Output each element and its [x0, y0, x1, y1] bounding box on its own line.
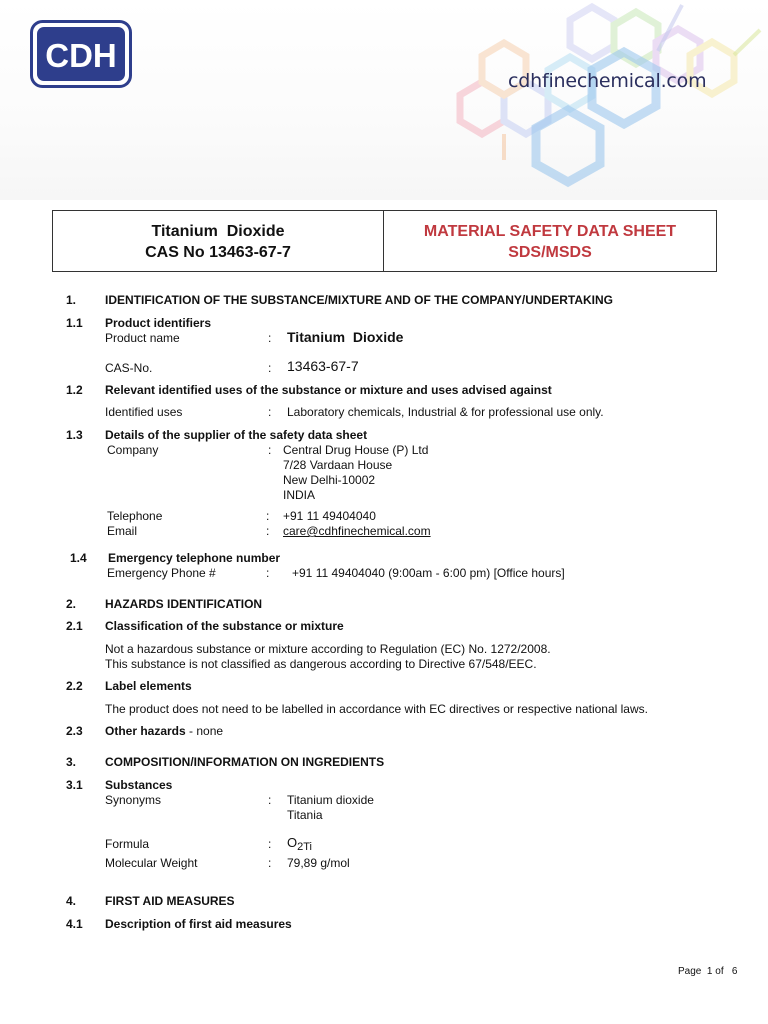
document-title-cell: [384, 211, 716, 271]
identified-uses-value: Laboratory chemicals, Industrial & for professional use only.: [287, 405, 604, 419]
subsection-number: 1.1: [66, 316, 83, 330]
field-label: Email: [107, 524, 138, 538]
emergency-phone-number: +91 11 49404040: [292, 566, 385, 580]
formula-subscript: 2Ti: [297, 841, 312, 853]
synonym-value: Titanium dioxide: [287, 793, 374, 807]
subsection-heading: Other hazards: [105, 724, 186, 738]
title-box: [52, 210, 717, 272]
subsection-number: 2.3: [66, 724, 83, 738]
product-title-cell: [53, 211, 384, 271]
cdh-logo: [30, 20, 132, 88]
label-elements-text: The product does not need to be labelled in accordance with EC directives or respective national laws.: [105, 702, 648, 716]
cas-number-value: 13463-67-7: [287, 358, 359, 374]
subsection-number: 1.3: [66, 428, 83, 442]
subsection-heading: Emergency telephone number: [108, 551, 281, 565]
colon: :: [268, 361, 272, 375]
field-label: Product name: [105, 331, 180, 345]
subsection-number: 3.1: [66, 778, 83, 792]
field-label: CAS-No.: [105, 361, 153, 375]
product-cas-title: CAS No 13463-67-7: [145, 244, 291, 261]
section-number: 4.: [66, 894, 77, 908]
field-label: Formula: [105, 837, 150, 851]
colon: :: [268, 856, 272, 870]
colon: :: [268, 837, 272, 851]
colon: :: [266, 509, 270, 523]
company-line: New Delhi-10002: [283, 473, 376, 487]
colon: :: [268, 793, 272, 807]
logo-text: CDH: [45, 37, 117, 74]
subsection-heading: Classification of the substance or mixture: [105, 619, 344, 633]
section-heading: COMPOSITION/INFORMATION ON INGREDIENTS: [105, 755, 385, 769]
molecular-weight-value: 79,89 g/mol: [287, 856, 350, 870]
website-url: cdhfinechemical.com: [508, 70, 707, 92]
document-title: MATERIAL SAFETY DATA SHEET: [423, 223, 677, 240]
colon: :: [268, 405, 272, 419]
subsection-number: 4.1: [66, 917, 83, 931]
subsection-number: 1.4: [70, 551, 87, 565]
subsection-number: 1.2: [66, 383, 83, 397]
emergency-phone-value: [292, 566, 565, 580]
field-label: Telephone: [107, 509, 163, 523]
subsection-heading: Substances: [105, 778, 173, 792]
field-label: Molecular Weight: [105, 856, 198, 870]
subsection-number: 2.2: [66, 679, 83, 693]
document-subtitle: SDS/MSDS: [508, 244, 592, 261]
other-hazards-line: [105, 724, 223, 738]
section-number: 2.: [66, 597, 77, 611]
field-label: Emergency Phone #: [107, 566, 216, 580]
molecule-hexagon-graphic: [420, 0, 768, 200]
email-link[interactable]: care@cdhfinechemical.com: [283, 524, 431, 538]
subsection-heading: Description of first aid measures: [105, 917, 292, 931]
colon: :: [268, 443, 272, 457]
synonym-value: Titania: [287, 808, 323, 822]
formula-main: O: [287, 835, 298, 850]
classification-text: Not a hazardous substance or mixture according to Regulation (EC) No. 1272/2008.: [105, 642, 551, 656]
page-number: Page 1 of 6: [678, 966, 738, 977]
subsection-number: 2.1: [66, 619, 83, 633]
product-title: Titanium Dioxide: [151, 223, 285, 240]
colon: :: [266, 524, 270, 538]
colon: :: [268, 331, 272, 345]
subsection-heading: Label elements: [105, 679, 192, 693]
product-name-value: Titanium Dioxide: [287, 329, 404, 345]
colon: :: [266, 566, 270, 580]
field-label: Company: [107, 443, 159, 457]
section-heading: IDENTIFICATION OF THE SUBSTANCE/MIXTURE AND OF THE COMPANY/UNDERTAKING: [105, 293, 613, 307]
emergency-phone-hours: (9:00am - 6:00 pm) [Office hours]: [384, 566, 565, 580]
company-line: 7/28 Vardaan House: [283, 458, 393, 472]
telephone-value: +91 11 49404040: [283, 509, 376, 523]
field-label: Identified uses: [105, 405, 183, 419]
section-heading: HAZARDS IDENTIFICATION: [105, 597, 263, 611]
subsection-heading: Details of the supplier of the safety data sheet: [105, 428, 368, 442]
field-label: Synonyms: [105, 793, 162, 807]
company-line: INDIA: [283, 488, 316, 502]
subsection-heading: Relevant identified uses of the substance or mixture and uses advised against: [105, 383, 552, 397]
formula-value: [287, 836, 312, 854]
section-number: 3.: [66, 755, 77, 769]
subsection-heading: Product identifiers: [105, 316, 212, 330]
classification-text: This substance is not classified as dangerous according to Directive 67/548/EEC.: [105, 657, 537, 671]
section-number: 1.: [66, 293, 77, 307]
company-line: Central Drug House (P) Ltd: [283, 443, 429, 457]
other-hazards-value: - none: [185, 724, 224, 738]
section-heading: FIRST AID MEASURES: [105, 894, 235, 908]
